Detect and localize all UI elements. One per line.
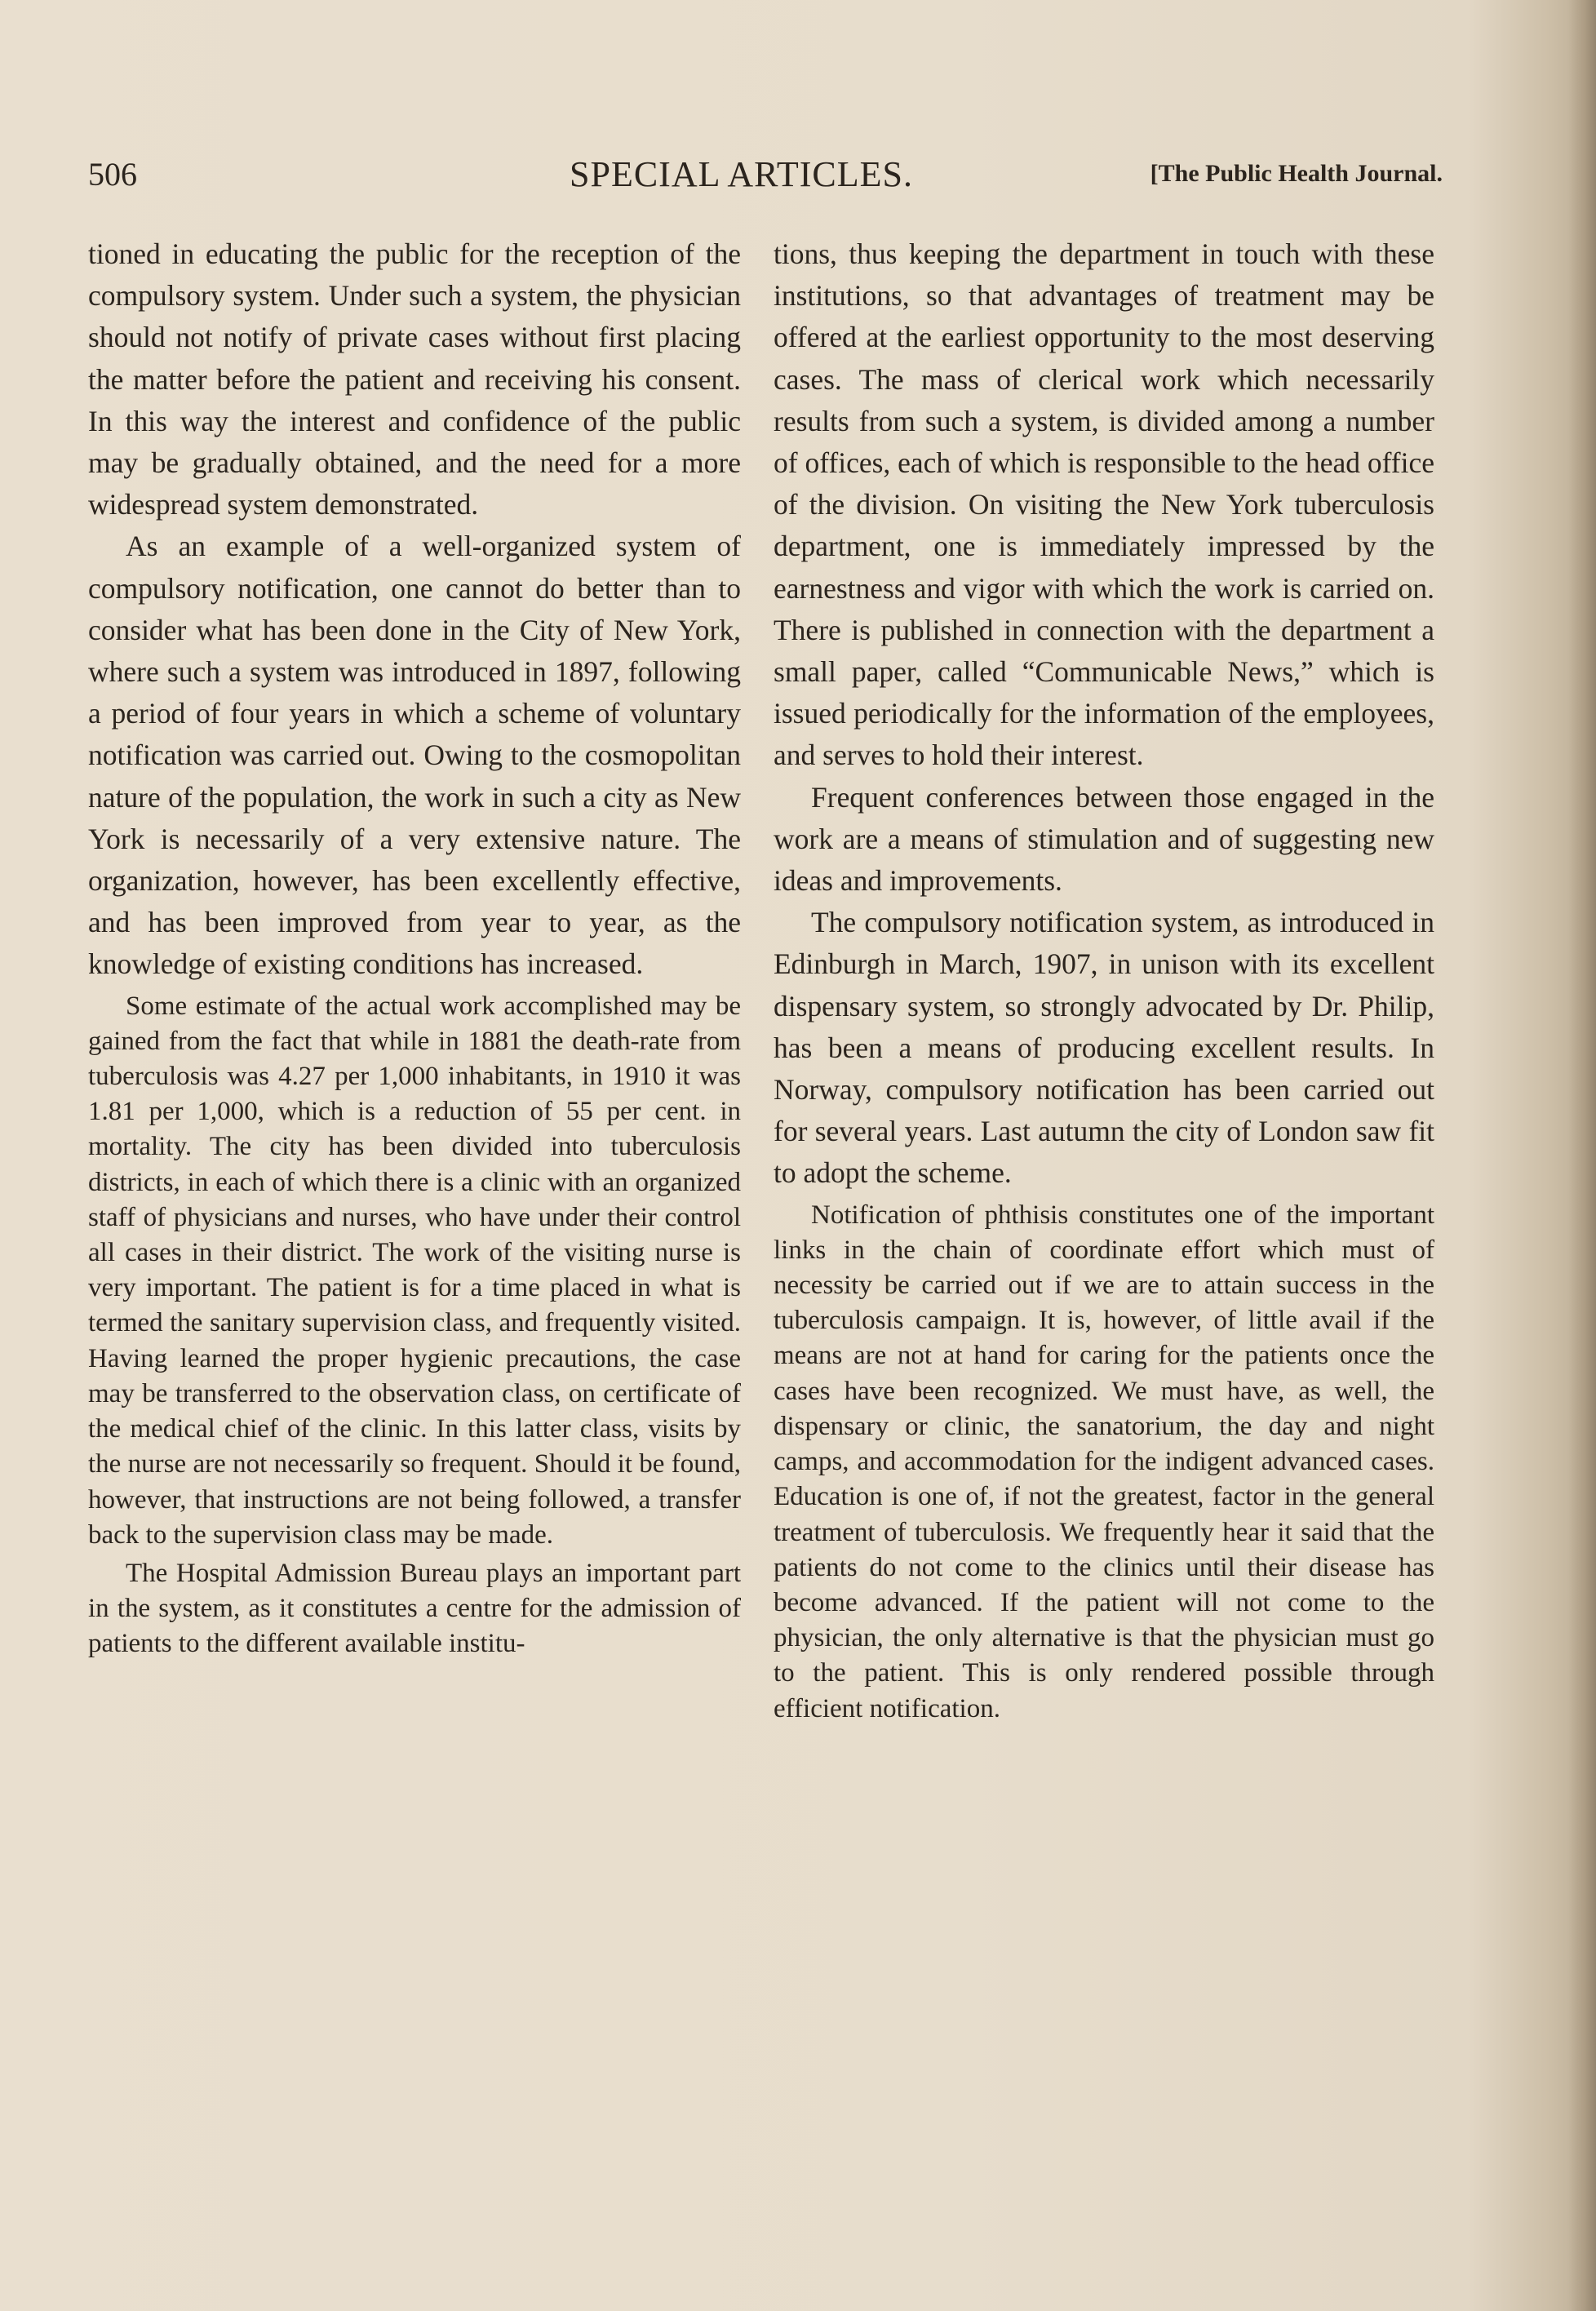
right-column	[774, 233, 1434, 1727]
right-paragraph-4: Notification of phthisis constitutes one of the important links in the chain of coordinate effort which must of necessity be carried out if we are to attain success in the tuberculosis campaign. It is, however, of little avail if the means are not at hand for caring for the patients once the cases have been recognized. We must have, as well, the dispensary or clinic, the sanatorium, the day and night camps, and accommodation for the indigent advanced cases. Education is one of, if not the greatest, factor in the general treatment of tuberculosis. We frequently hear it said that the patients do not come to the clinics until their disease has become advanced. If the patient will not come to the physician, the only alternative is that the physician must go to the patient. This is only rendered possible through efficient notification.	[774, 1200, 1434, 1723]
left-paragraph-2: As an example of a well-organized system of compulsory notification, one cannot do better than to consider what has been done in the City of New York, where such a system was introduced in 1897, following a period of four years in which a scheme of voluntary notification was carried out. Owing to the cosmopolitan nature of the population, the work in such a city as New York is necessarily of a very extensive nature. The organization, however, has been excellently effective, and has been improved from year to year, as the knowledge of existing conditions has increased.	[88, 530, 741, 981]
journal-name: [The Public Health Journal.	[1150, 160, 1443, 187]
right-paragraph-3-first: The compulsory notification system, as introduced in Edinburgh in March, 1907, in unison with its excellent dispensary system, so strongly advocated by Dr. Philip, has been a means of producing excellent results. In Norway, compulsory notification has been carried out for several years. Last autumn the city of London saw fit to adopt the scheme.	[774, 906, 1434, 1190]
page-header	[88, 154, 1443, 201]
left-paragraph-3: Some estimate of the actual work accomplished may be gained from the fact that while in 1881 the death-rate from tuberculosis was 4.27 per 1,000 inhabitants, in 1910 it was 1.81 per 1,000, which is a reduction of 55 per cent. in mortality. The city has been divided into tuberculosis districts, in each of which there is a clinic with an organized staff of physicians and nurses, who have under their control all cases in their district. The work of the visiting nurse is very important. The patient is for a time placed in what is termed the sanitary supervision class, and frequently visited. Having learned the proper hygienic precautions, the case may be transferred to the observation class, on certificate of the medical chief of the clinic. In this latter class, visits by the nurse are not necessarily so frequent. Should it be found, however, that instructions are not being followed, a transfer back to the supervision class may be made.	[88, 991, 741, 1550]
page-spine-shadow	[1568, 0, 1596, 2311]
left-column	[88, 233, 741, 1662]
right-paragraph-2: Frequent conferences between those engaged in the work are a means of stimulation and of suggesting new ideas and improvements.	[774, 780, 1434, 898]
right-paragraph-1: tions, thus keeping the department in touch with these institutions, so that advantages of treatment may be offered at the earliest opportunity to the most deserving cases. The mass of clerical work which necessarily results from such a system, is divided among a number of offices, each of which is responsible to the head office of the division. On visiting the New York tuberculosis department, one is immediately impressed by the earnestness and vigor with which the work is carried on. There is published in connection with the department a small paper, called “Communicable News,” which is issued periodically for the information of the employees, and serves to hold their interest.	[774, 237, 1434, 772]
page-number: 506	[88, 156, 137, 193]
section-title: SPECIAL ARTICLES.	[570, 154, 913, 194]
left-paragraph-4: The Hospital Admission Bureau plays an important part in the system, as it constitutes a centre for the admission of patients to the different available institu-	[88, 1558, 741, 1659]
left-paragraph-1: tioned in educating the public for the reception of the compulsory system. Under such a system, the physician should not notify of private cases without first placing the matter before the patient and receiving his consent. In this way the interest and confidence of the public may be gradually obtained, and the need for a more widespread system demonstrated.	[88, 237, 741, 521]
